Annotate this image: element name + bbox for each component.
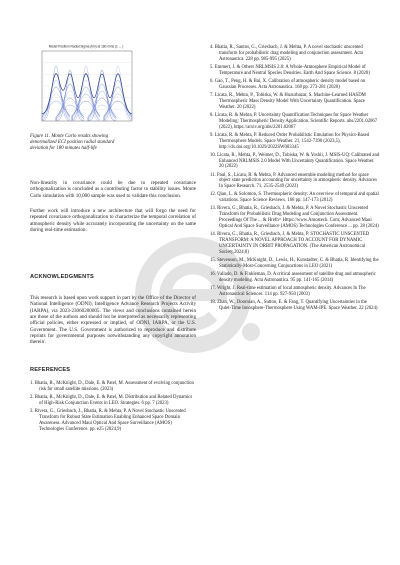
acknowledgments-text: This research is based upon work support in part by the Office of the Director of National Intelligence (ODNI), Intelligence Advance Research Projects Activity (IARPA), via 2023-23060200005. The views and conclusions contained herein are those of the authors and should not be interpreted as necessarily representing official policies, either expressed or implied, of ODNI, IARPA, or the U.S. Government. The U.S. Government is authorized to reproduce and distribute reprints for governmental purposes notwithstanding any copyright annotation therein'. xyxy=(30,295,196,346)
references-list-left xyxy=(30,381,196,435)
reference-item: 11. Paul, S., Licata, R. & Mehta, P. Advanced ensemble modeling method for space object state prediction accounting for uncertainty in atmospheric density. Advances In Space Research. 71, 2535-2549 (2023) xyxy=(210,172,377,190)
reference-item: 14. Rivera, G., Bhatia, R., Griesbach, J. & Mehta, P. STOCHASTIC UNSCENTED TRANSFORM: A NOVEL APPROACH TO ACCOUNT FOR DYNAMIC UNCERTAINTY IN ORBIT PROPAGATION. (The American Astronomical Society,2024,8) xyxy=(210,232,370,255)
reference-item: 4. Bhatia, R., Santos, G., Griesbach, J. & Mehta, P. A novel stochastic unscented transform for probabilistic drag modeling and conjunction assessment. Acta Astronautica. 228 pp. 985-995 (2025) xyxy=(210,45,363,62)
reference-item: 10. Licata, R., Mehta, P., Weimer, D., Tobiska, W. & Yoshii, J. MSIS-UQ: Calibrated and Enhanced NRLMSIS 2.0 Model With Uncertainty Quantification. Space Weather. 20 (2022) xyxy=(210,152,380,170)
reference-item: 13. Rivera, G., Bhatia, R., Griesbach, J. & Mehta, P. A Novel Stochastic Unscented Transform for Probabilistic Drag Modeling and Conjunction Assessment. Proceedings Of The ... & Hrefn= Https://www.Amostech. Com; Advanced Maui Optical And Space Surveillance (AMOS) Technologies Conference ... pp. 28 (2024) xyxy=(210,206,379,230)
figure-caption: Figure 11. Monte Carlo results showing denormalized ECI position radial standard deviation for 180 minutes half-life xyxy=(30,134,115,152)
figure-title: Model Position Radial Sigma (km) at 180 mins (1 ... ) xyxy=(48,44,124,49)
watermark-logo xyxy=(135,236,265,354)
reference-item: 1. Bhatia, R., McKnight, D., Dale, E. & Patel, M. Assessment of evolving conjunction risk for small satellite missions. (2023) xyxy=(30,381,194,392)
reference-item: 12. Qian, L. & Solomon, S. Thermospheric density: An overview of temporal and spatial variations. Space Science Reviews. 168 pp. 147-173 (2012) xyxy=(210,192,379,204)
reference-item: 2. Bhatia, R., McKnight, D., Dale, E. & Patel, M. Distribution and Related Dynamics of High-Risk Conjunction Events in LEO. Strategies. 6 pp. 7 (2023) xyxy=(30,395,193,406)
reference-item: 9. Licata, R. & Mehta, P. Reduced Order Probabilistic Emulation for Physics-Based Thermosphere Models. Space Weather. 21, 1542-7390 (2023,5), http://dx.doi.org/10.1029/2022SW003345 xyxy=(210,132,370,150)
watermark-letter-e xyxy=(165,268,221,324)
reference-item: 18. Zhan, W., Doornian, A., Sutton, E. & Fang, T. Quantifying Uncertainties in the Quiet-Time Ionosphere-Thermosphere Using WAM-IPE. Space Weather. 22 (2024) xyxy=(210,300,378,311)
reference-item: 3. Rivera, G., Griesbach, J., Bhatia, R. & Mehta, P. A Novel Stochastic Unscented Transform for Robust State Estimation Enabling Enhanced Space Domain Awareness. Advanced Maui Optical And Space Surveillance (AMOS) Technologies Conference. pp. e25 (2024,9) xyxy=(30,409,186,432)
figure-plot-area xyxy=(42,51,132,121)
acknowledgments-heading: ACKNOWLEDGMENTS xyxy=(30,274,94,280)
reference-item: 6. Gao, T., Peng, H. & Bai, X. Calibration of atmospheric density model based on Gaussian Processes. Acta Astronautica. 168 pp. 273-281 (2020) xyxy=(210,78,366,90)
reference-item: 7. Licata, R., Mehta, P., Tobiska, W. & Huzurbazar, S. Machine-Learned HASDM Thermospheric Mass Density Model With Uncertainty Quantification. Space Weather. 20 (2022) xyxy=(210,92,366,110)
reference-item: 8. Licata, R. & Mehta, P. Uncertainty Quantification Techniques for Space Weather Modeling: Thermospheric Density Application. Scientific Reports. abs/2201.02067 (2022), https://arxiv.org/abs/2201.02067 xyxy=(210,112,378,130)
reference-item: 16. Vallado, D. & Finkleman, D. A critical assessment of satellite drag and atmospheric density modeling. Acta Astronautica. 95 pp. 141-165 (2014) xyxy=(210,272,376,283)
reference-item: 17. Wright, J. Real-time estimation of local atmospheric density. Advances In The Astronautical Sciences. 114 pp. 927-950 (2003) xyxy=(210,286,366,297)
monte-carlo-figure xyxy=(34,44,137,128)
conclusion-paragraph-1: Non-linearity in covariance could be due to repeated covariance orthogonalization is concluded as a contributing factor to stability issues. Monte Carlo simulation with 10,000 sample was used to validate this conclusion. xyxy=(30,180,196,199)
reference-item: 15. Stevenson, M., McKnight, D., Lewis, H., Kunstadter, C. & Bhatia, R. Identifying the Statistically-Most-Concerning Conjunctions in LEO (2021) xyxy=(210,258,379,269)
watermark-dot xyxy=(242,323,260,341)
reference-item: 5. Emmert, J. & Others NRLMSIS 2.0: A Whole-Atmosphere Empirical Model of Temperature and Neutral Species Densities. Earth And Space Science. 8 (2020) xyxy=(210,64,370,76)
references-heading: REFERENCES xyxy=(30,367,71,373)
conclusion-paragraph-2: Further work will introduce a new architecture that will forgo the need for repeated covariance orthogonalization to characterize the temporal correlation of atmospheric density while accurately incorporating the uncertainty on the same during real-time estimation. xyxy=(30,208,196,234)
